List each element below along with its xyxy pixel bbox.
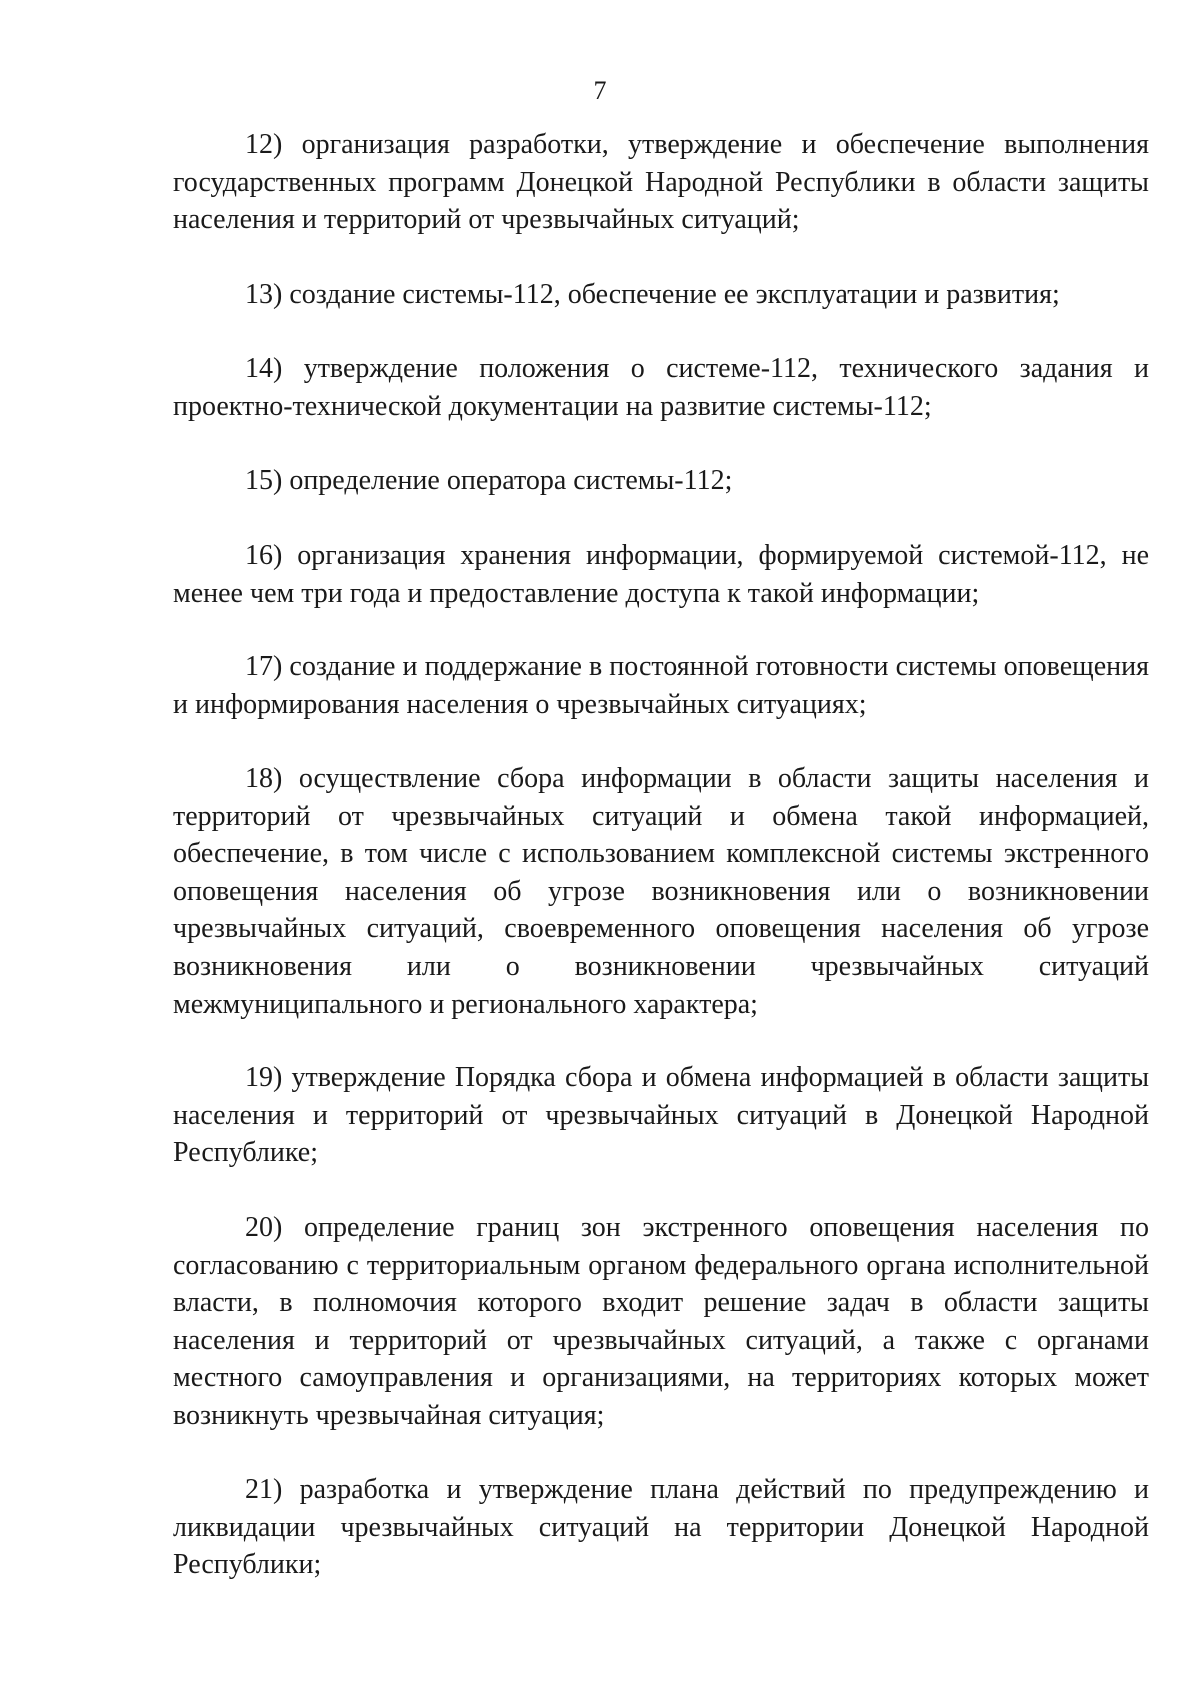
list-item-12: 12) организация разработки, утверждение и обеспечение выполнения государственных программ Донецкой Народной Республики в области защиты населения и территорий от чрезвычайных ситуаций; [173,129,1149,236]
page-number: 7 [593,76,607,105]
list-item-17: 17) создание и поддержание в постоянной готовности системы оповещения и информирования населения о чрезвычайных ситуациях; [173,651,1149,720]
list-item-14: 14) утверждение положения о системе-112, технического задания и проектно-технической документации на развитие системы-112; [173,353,1149,422]
list-item-19: 19) утверждение Порядка сбора и обмена информацией в области защиты населения и территорий от чрезвычайных ситуаций в Донецкой Народной Республике; [173,1062,1149,1169]
list-item-13: 13) создание системы-112, обеспечение ее эксплуатации и развития; [245,279,1060,310]
list-item-16: 16) организация хранения информации, формируемой системой-112, не менее чем три года и предоставление доступа к такой информации; [173,540,1149,609]
list-item-21: 21) разработка и утверждение плана действий по предупреждению и ликвидации чрезвычайных ситуаций на территории Донецкой Народной Республики; [173,1474,1149,1581]
list-item-15: 15) определение оператора системы-112; [245,465,733,496]
list-item-20: 20) определение границ зон экстренного оповещения населения по согласованию с территориальным органом федерального органа исполнительной власти, в полномочия которого входит решение задач в области защиты населения и территорий от чрезвычайных ситуаций, а также с органами местного самоуправления и организациями, на территориях которых может возникнуть чрезвычайная ситуация; [173,1212,1149,1431]
list-item-18: 18) осуществление сбора информации в области защиты населения и территорий от чрезвычайных ситуаций и обмена такой информацией, обеспечение, в том числе с использованием комплексной системы экстренного оповещения населения об угрозе возникновения или о возникновении чрезвычайных ситуаций, своевременного оповещения населения об угрозе возникновения или о возникновении чрезвычайных ситуаций межмуниципального и регионального характера; [173,763,1149,1020]
